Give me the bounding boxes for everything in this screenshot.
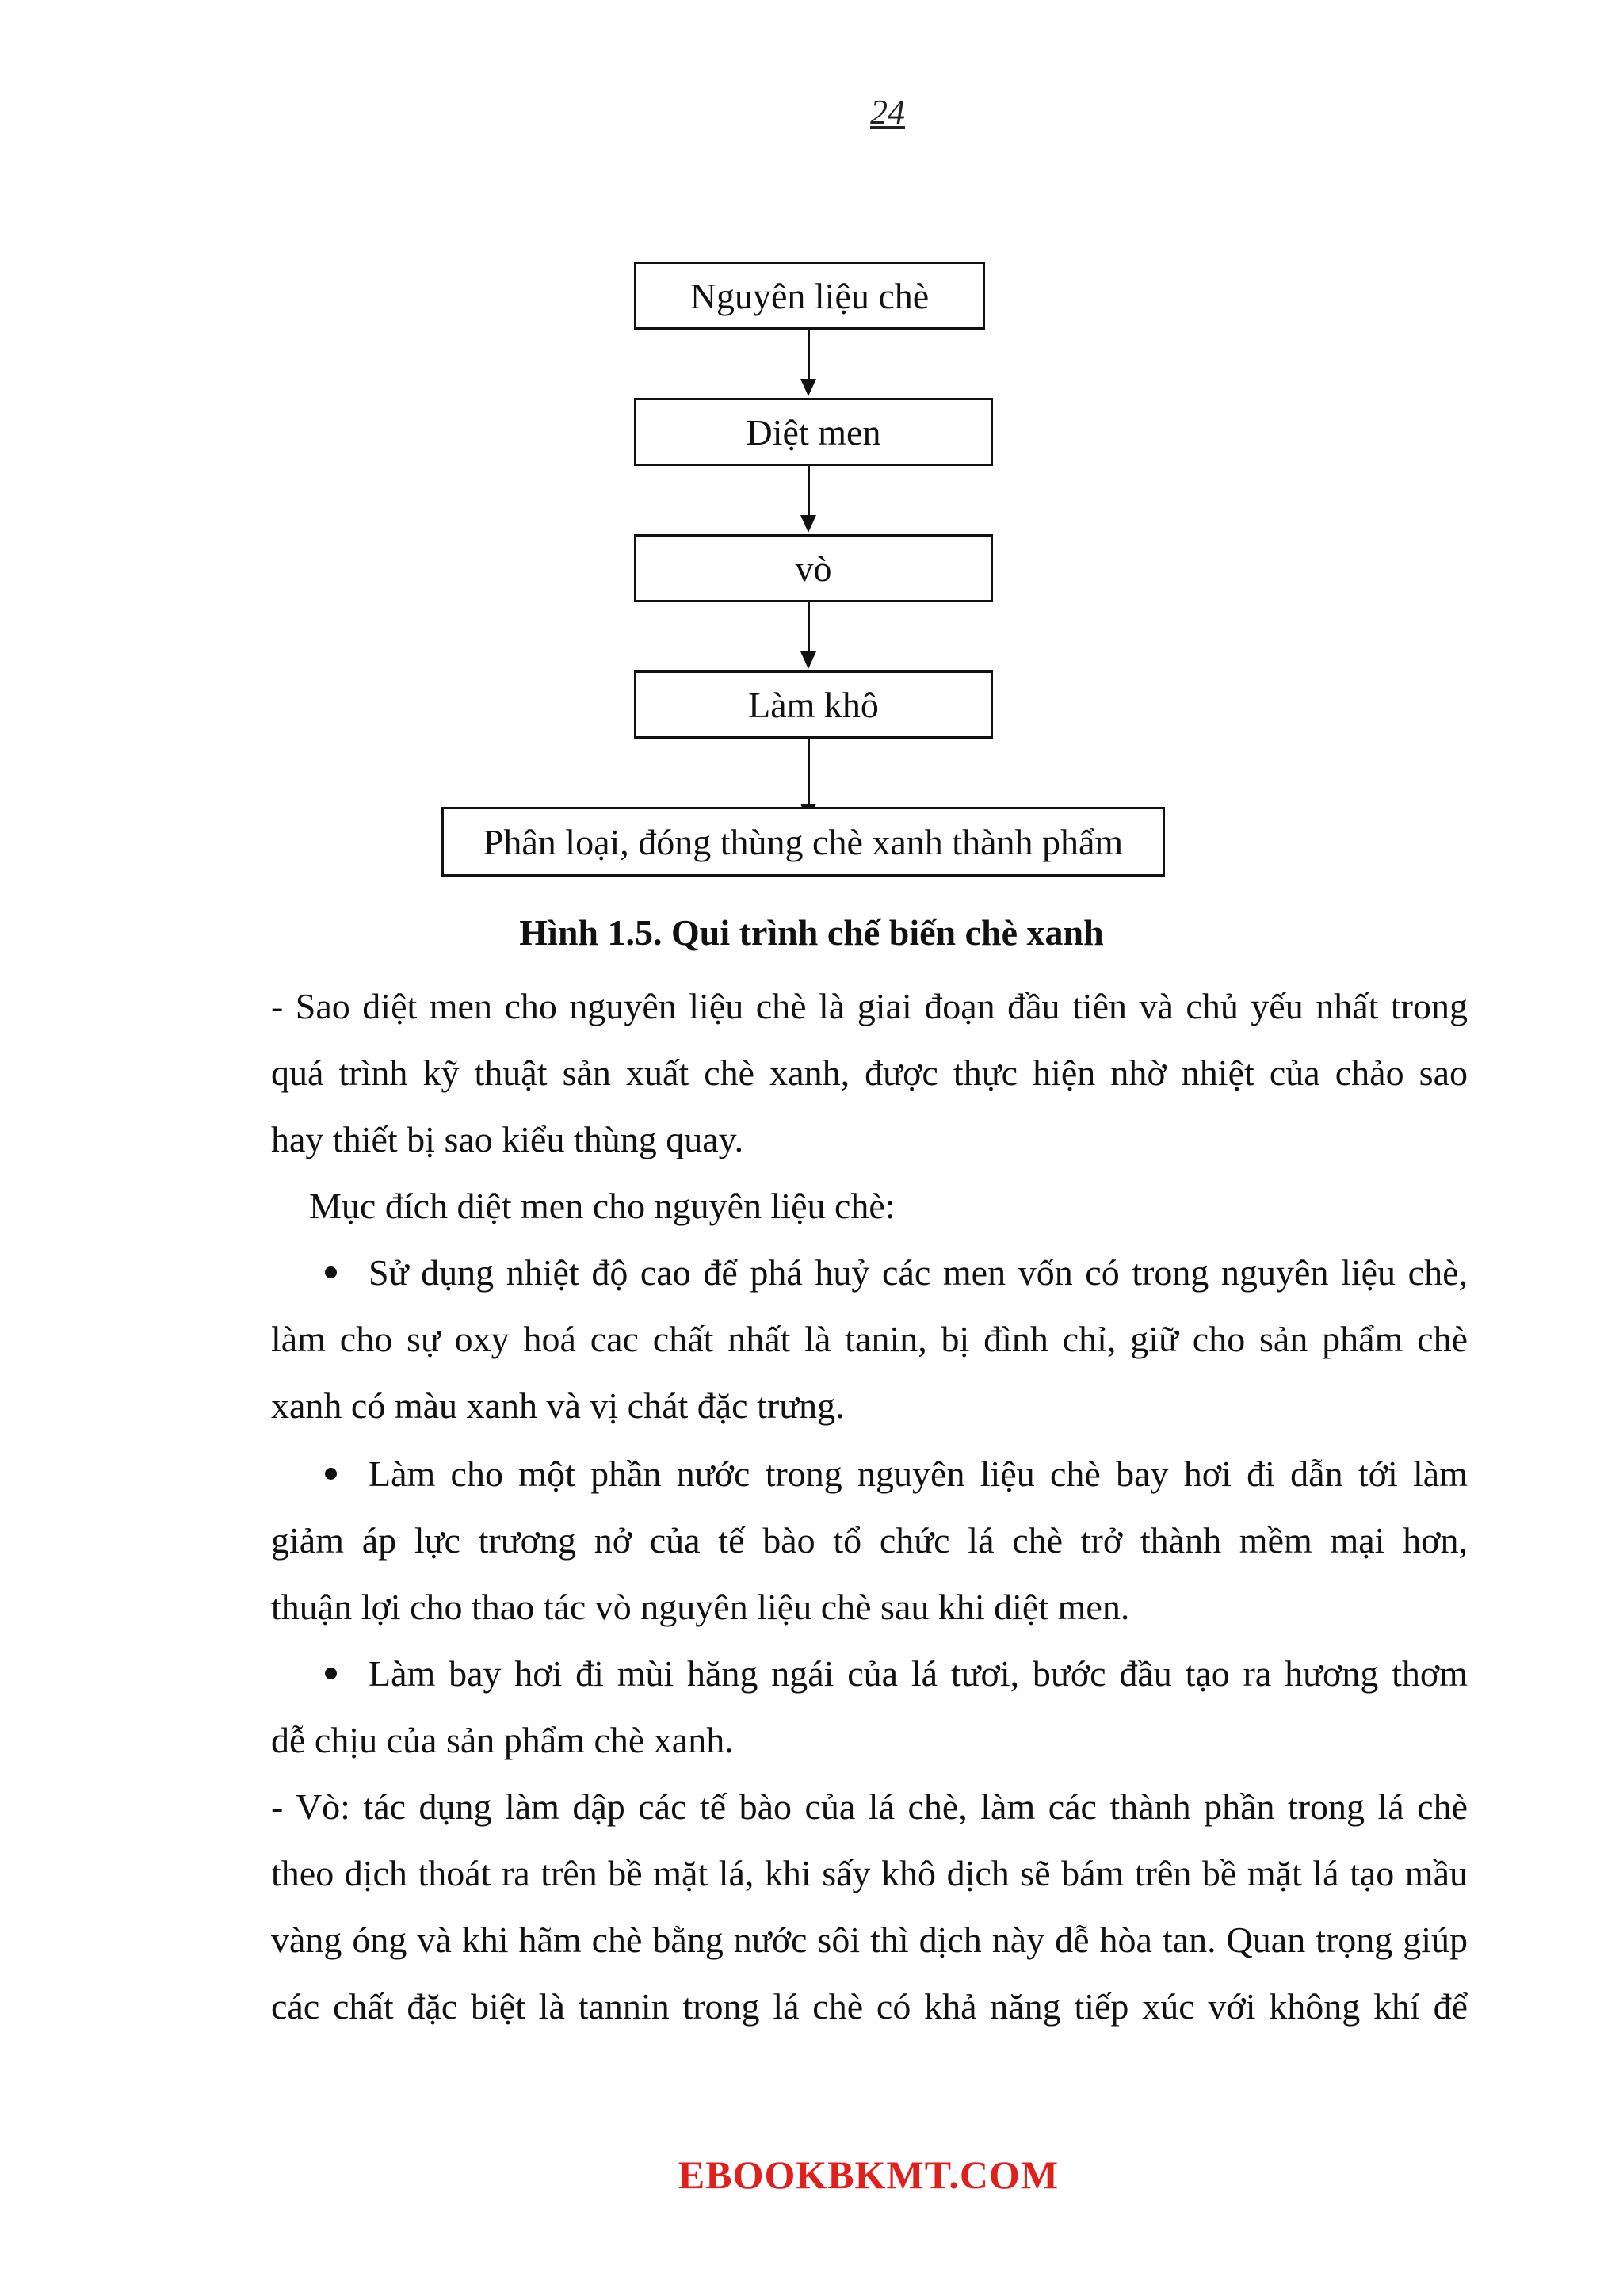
paragraph-line: - Vò: tác dụng làm dập các tế bào của lá chè, làm các thành phần trong lá chè	[271, 1786, 1468, 1827]
bullet-line: Sử dụng nhiệt độ cao để phá huỷ các men vốn có trong nguyên liệu chè,	[369, 1252, 1468, 1293]
flow-step-enzyme-kill: Diệt men	[634, 398, 993, 466]
bullet-line: xanh có màu xanh và vị chát đặc trưng.	[271, 1385, 845, 1426]
bullet-line: dễ chịu của sản phẩm chè xanh.	[271, 1720, 734, 1760]
flow-step-rolling: vò	[634, 534, 993, 602]
bullet-line: Làm cho một phần nước trong nguyên liệu chè bay hơi đi dẫn tới làm	[369, 1454, 1468, 1494]
bullet-line: thuận lợi cho thao tác vò nguyên liệu chè sau khi diệt men.	[271, 1587, 1130, 1627]
paragraph-line: vàng óng và khi hãm chè bằng nước sôi thì dịch này dễ hòa tan. Quan trọng giúp	[271, 1920, 1468, 1960]
flow-arrow-3	[808, 602, 810, 653]
flow-arrow-1	[808, 330, 810, 380]
flow-arrow-4	[808, 739, 810, 805]
paragraph-line: hay thiết bị sao kiểu thùng quay.	[271, 1119, 744, 1159]
bullet-icon	[325, 1668, 337, 1679]
flow-arrow-2	[808, 466, 810, 517]
flow-step-drying: Làm khô	[634, 670, 993, 739]
paragraph-line: các chất đặc biệt là tannin trong lá chè có khả năng tiếp xúc với không khí để	[271, 1986, 1468, 2027]
flow-arrow-head-3	[800, 651, 816, 669]
bullet-icon	[325, 1468, 337, 1480]
bullet-icon	[325, 1266, 337, 1278]
footer-brand: EBOOKBKMT.COM	[678, 2153, 1060, 2197]
paragraph-line: quá trình kỹ thuật sản xuất chè xanh, được thực hiện nhờ nhiệt của chảo sao	[271, 1052, 1468, 1093]
paragraph-line: - Sao diệt men cho nguyên liệu chè là giai đoạn đầu tiên và chủ yếu nhất trong	[271, 986, 1468, 1026]
bullet-line: làm cho sự oxy hoá cac chất nhất là tanin, bị đình chỉ, giữ cho sản phẩm chè	[271, 1319, 1468, 1359]
bullet-line: Làm bay hơi đi mùi hăng ngái của lá tươi, bước đầu tạo ra hương thơm	[369, 1653, 1468, 1694]
flow-step-raw-material: Nguyên liệu chè	[634, 262, 985, 330]
paragraph-line: theo dịch thoát ra trên bề mặt lá, khi sấy khô dịch sẽ bám trên bề mặt lá tạo mầu	[271, 1853, 1468, 1893]
flow-arrow-head-1	[800, 379, 816, 396]
page-number: 24	[870, 93, 905, 132]
figure-caption: Hình 1.5. Qui trình chế biến chè xanh	[519, 912, 1104, 953]
bullet-line: giảm áp lực trương nở của tế bào tổ chức lá chè trở thành mềm mại hơn,	[271, 1520, 1468, 1561]
purpose-heading: Mục đích diệt men cho nguyên liệu chè:	[309, 1186, 896, 1226]
flow-arrow-head-2	[800, 515, 816, 533]
flow-step-packaging: Phân loại, đóng thùng chè xanh thành phẩm	[441, 807, 1165, 877]
